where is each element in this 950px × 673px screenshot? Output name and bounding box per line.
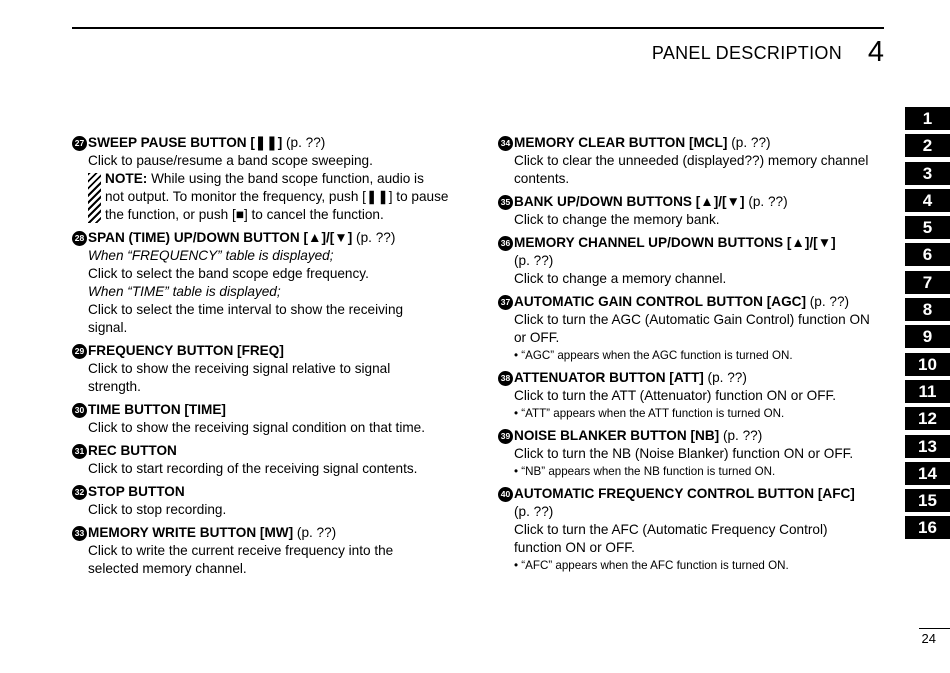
item-memory-write-button xyxy=(72,524,458,578)
page-reference: (p. ??) xyxy=(352,230,396,245)
item-description: Click to write the current receive frequency into the xyxy=(88,543,394,558)
item-number-badge: 34 xyxy=(498,136,513,151)
chapter-tabs xyxy=(905,107,950,544)
item-memory-channel-updown-buttons xyxy=(498,234,884,288)
chapter-tab-2[interactable]: 2 xyxy=(905,134,950,157)
item-number-badge: 33 xyxy=(72,526,87,541)
item-title: ATTENUATOR BUTTON [ATT] xyxy=(514,370,704,385)
item-title: MEMORY CHANNEL UP/DOWN BUTTONS [▲]/[▼] xyxy=(514,235,836,250)
item-title: SWEEP PAUSE BUTTON [❚❚] xyxy=(88,135,283,150)
chapter-tab-14[interactable]: 14 xyxy=(905,462,950,485)
page-reference: (p. ??) xyxy=(703,370,747,385)
item-description: Click to turn the AFC (Automatic Frequency Control) xyxy=(514,522,828,537)
note-label: NOTE: xyxy=(105,171,148,186)
item-title: TIME BUTTON [TIME] xyxy=(88,402,226,417)
note-hatch-icon xyxy=(88,173,101,223)
item-description: Click to turn the AGC (Automatic Gain Control) function ON xyxy=(514,312,870,327)
bullet-note: • “NB” appears when the NB function is turned ON. xyxy=(514,465,776,478)
item-description: Click to turn the ATT (Attenuator) function ON or OFF. xyxy=(514,388,837,403)
chapter-tab-4[interactable]: 4 xyxy=(905,189,950,212)
note-text: the function, or push [■] to cancel the function. xyxy=(105,207,384,222)
page-reference: (p. ??) xyxy=(514,504,554,519)
item-agc-button xyxy=(498,293,884,364)
item-span-updown-button xyxy=(72,229,458,337)
page-reference: (p. ??) xyxy=(293,525,337,540)
item-title: MEMORY WRITE BUTTON [MW] xyxy=(88,525,294,540)
chapter-tab-3[interactable]: 3 xyxy=(905,162,950,185)
item-description: Click to clear the unneeded (displayed??) memory channel xyxy=(514,153,869,168)
item-title: MEMORY CLEAR BUTTON [MCL] xyxy=(514,135,728,150)
chapter-tab-10[interactable]: 10 xyxy=(905,353,950,376)
page-number: 24 xyxy=(921,631,936,646)
item-description: signal. xyxy=(88,320,128,335)
item-stop-button xyxy=(72,483,458,519)
item-afc-button xyxy=(498,485,884,574)
item-title: REC BUTTON xyxy=(88,443,177,458)
item-title: STOP BUTTON xyxy=(88,484,185,499)
chapter-tab-11[interactable]: 11 xyxy=(905,380,950,403)
page-reference: (p. ??) xyxy=(727,135,771,150)
item-number-badge: 40 xyxy=(498,487,513,502)
bullet-note: • “AFC” appears when the AFC function is turned ON. xyxy=(514,559,789,572)
item-number-badge: 37 xyxy=(498,295,513,310)
item-description: or OFF. xyxy=(514,330,560,345)
item-description: strength. xyxy=(88,379,141,394)
item-description: Click to show the receiving signal condition on that time. xyxy=(88,420,425,435)
page-reference: (p. ??) xyxy=(719,428,763,443)
section-title: PANEL DESCRIPTION xyxy=(651,43,842,63)
page-reference: (p. ??) xyxy=(744,194,788,209)
item-number-badge: 39 xyxy=(498,429,513,444)
item-description: Click to turn the NB (Noise Blanker) function ON or OFF. xyxy=(514,446,854,461)
chapter-tab-9[interactable]: 9 xyxy=(905,325,950,348)
item-sweep-pause-button xyxy=(72,134,458,224)
item-noise-blanker-button xyxy=(498,427,884,480)
note-text: not output. To monitor the frequency, push [❚❚] to pause xyxy=(105,189,449,204)
item-rec-button xyxy=(72,442,458,478)
item-number-badge: 29 xyxy=(72,344,87,359)
item-description: Click to stop recording. xyxy=(88,502,227,517)
item-memory-clear-button xyxy=(498,134,884,188)
item-title: AUTOMATIC FREQUENCY CONTROL BUTTON [AFC] xyxy=(514,486,855,501)
item-time-button xyxy=(72,401,458,437)
chapter-tab-1[interactable]: 1 xyxy=(905,107,950,130)
item-description: Click to start recording of the receiving signal contents. xyxy=(88,461,418,476)
item-title: BANK UP/DOWN BUTTONS [▲]/[▼] xyxy=(514,194,745,209)
top-rule xyxy=(72,27,884,29)
bullet-note: • “ATT” appears when the ATT function is turned ON. xyxy=(514,407,785,420)
item-description: Click to show the receiving signal relative to signal xyxy=(88,361,391,376)
item-number-badge: 31 xyxy=(72,444,87,459)
chapter-tab-5[interactable]: 5 xyxy=(905,216,950,239)
chapter-number: 4 xyxy=(867,36,884,68)
item-description: Click to change a memory channel. xyxy=(514,271,727,286)
item-number-badge: 35 xyxy=(498,195,513,210)
item-description: Click to pause/resume a band scope sweeping. xyxy=(88,153,373,168)
chapter-tab-13[interactable]: 13 xyxy=(905,435,950,458)
item-description: Click to select the time interval to show the receiving xyxy=(88,302,404,317)
item-number-badge: 38 xyxy=(498,371,513,386)
item-number-badge: 28 xyxy=(72,231,87,246)
item-title: FREQUENCY BUTTON [FREQ] xyxy=(88,343,284,358)
item-frequency-button xyxy=(72,342,458,396)
note-text: While using the band scope function, audio is xyxy=(147,171,424,186)
item-description: Click to select the band scope edge frequency. xyxy=(88,266,369,281)
item-description: selected memory channel. xyxy=(88,561,247,576)
bullet-note: • “AGC” appears when the AGC function is turned ON. xyxy=(514,349,793,362)
item-number-badge: 27 xyxy=(72,136,87,151)
left-column xyxy=(72,134,458,583)
item-description: contents. xyxy=(514,171,570,186)
item-attenuator-button xyxy=(498,369,884,422)
chapter-tab-8[interactable]: 8 xyxy=(905,298,950,321)
item-number-badge: 32 xyxy=(72,485,87,500)
page-reference: (p. ??) xyxy=(514,253,554,268)
item-description: function ON or OFF. xyxy=(514,540,635,555)
item-description: Click to change the memory bank. xyxy=(514,212,720,227)
chapter-tab-12[interactable]: 12 xyxy=(905,407,950,430)
right-column xyxy=(498,134,884,579)
chapter-tab-7[interactable]: 7 xyxy=(905,271,950,294)
page-reference: (p. ??) xyxy=(806,294,850,309)
item-number-badge: 30 xyxy=(72,403,87,418)
item-title: AUTOMATIC GAIN CONTROL BUTTON [AGC] xyxy=(514,294,806,309)
chapter-tab-6[interactable]: 6 xyxy=(905,243,950,266)
page-reference: (p. ??) xyxy=(282,135,326,150)
item-title: NOISE BLANKER BUTTON [NB] xyxy=(514,428,720,443)
note-block xyxy=(88,170,458,224)
item-bank-updown-buttons xyxy=(498,193,884,229)
condition-text: When “TIME” table is displayed; xyxy=(88,284,281,299)
condition-text: When “FREQUENCY” table is displayed; xyxy=(88,248,334,263)
item-number-badge: 36 xyxy=(498,236,513,251)
chapter-tab-16[interactable]: 16 xyxy=(905,516,950,539)
page-header xyxy=(72,36,884,68)
bottom-rule xyxy=(919,628,950,629)
chapter-tab-15[interactable]: 15 xyxy=(905,489,950,512)
item-title: SPAN (TIME) UP/DOWN BUTTON [▲]/[▼] xyxy=(88,230,353,245)
